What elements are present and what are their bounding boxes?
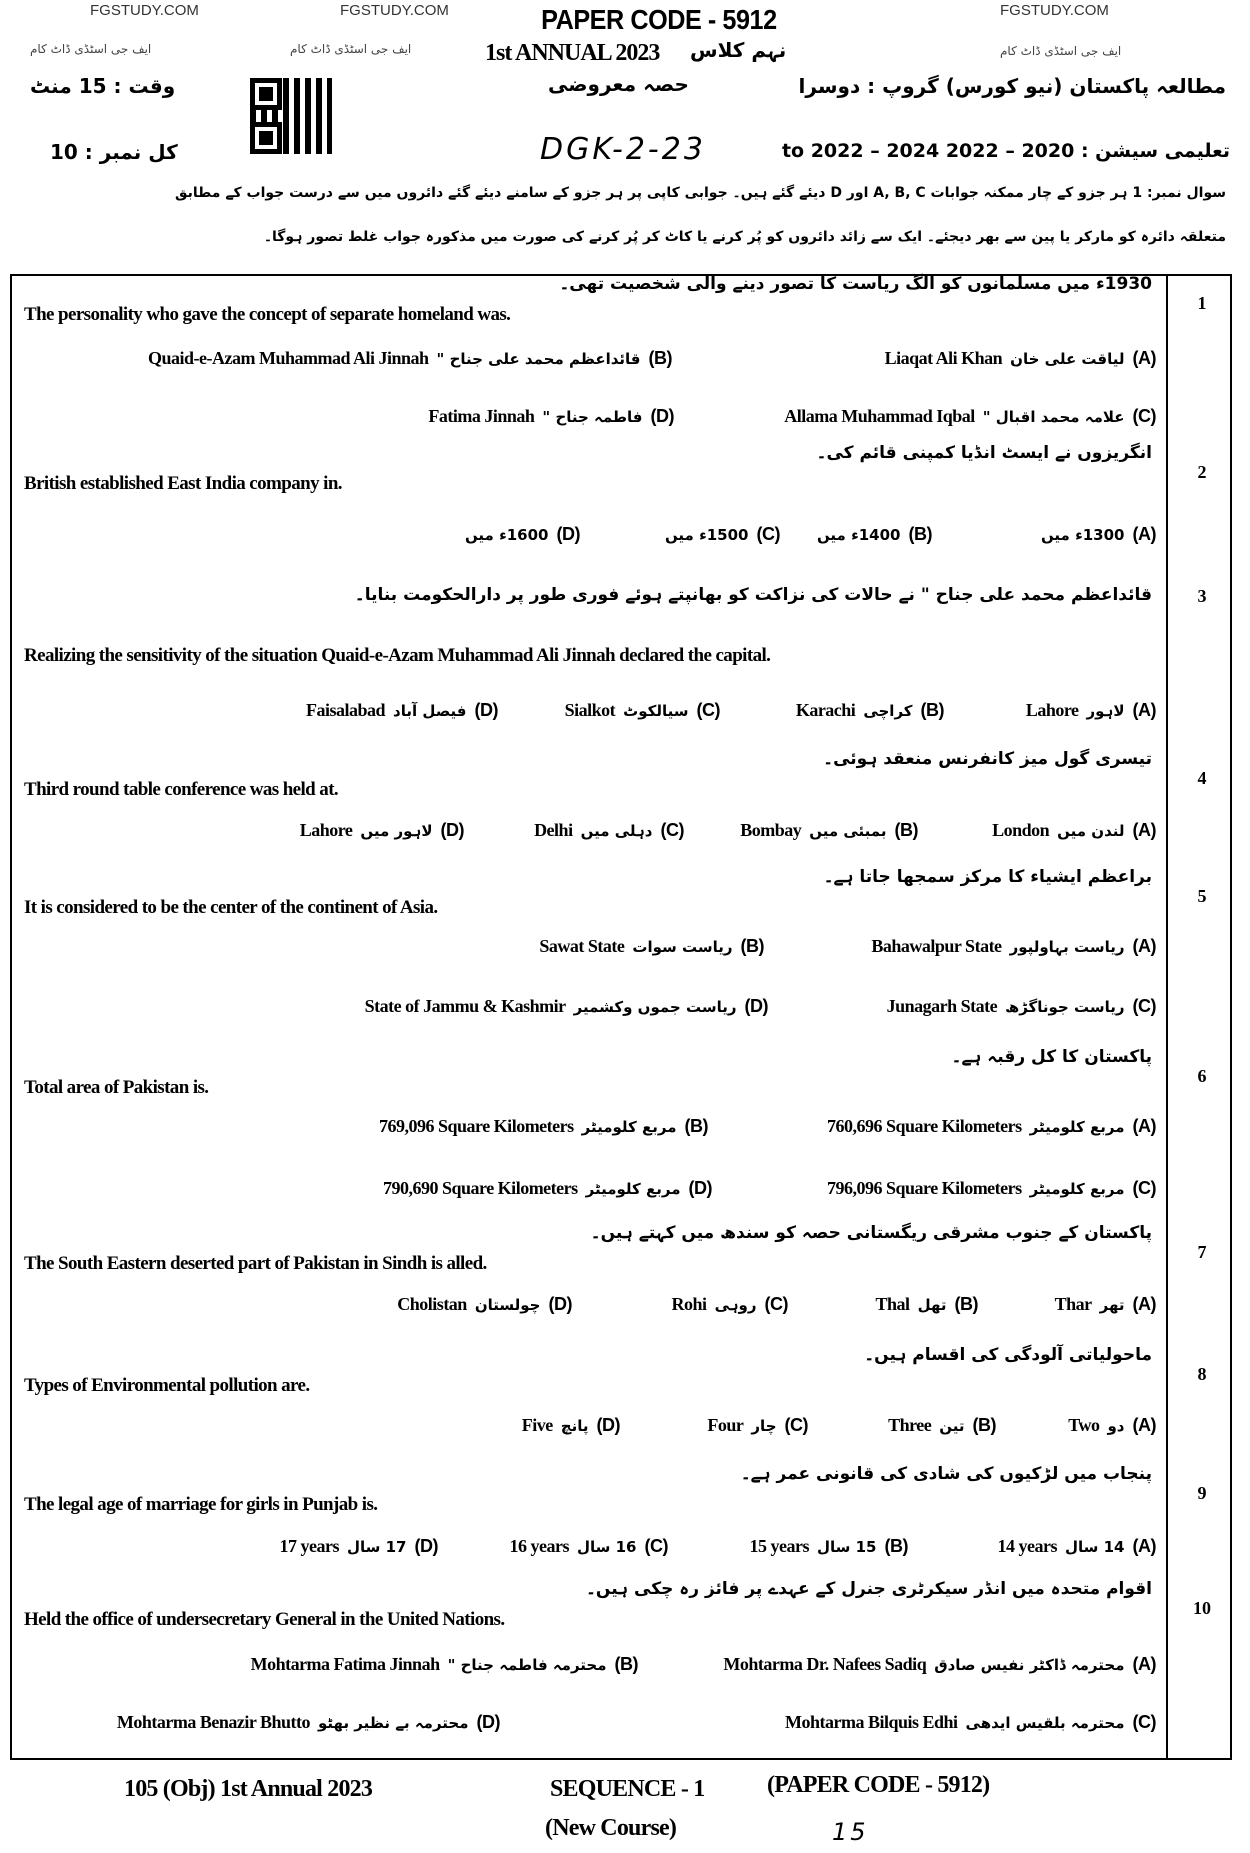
option-text-english: 17 years [279,1536,339,1556]
footer-sequence: SEQUENCE - 1 [550,1776,705,1802]
answer-option[interactable] [887,996,1156,1017]
option-text-urdu: فاطمہ جناح " [542,407,643,426]
option-text-urdu: ریاست جوناگڑھ [1005,997,1125,1016]
option-label: (B) [684,1116,708,1136]
option-text-english: 760,696 Square Kilometers [827,1116,1022,1136]
answer-option[interactable] [117,1712,500,1733]
handwritten-code: DGK-2-23 [540,132,706,167]
option-label: (D) [440,820,464,840]
answer-option[interactable] [876,1294,978,1315]
footer-code-line: 105 (Obj) 1st Annual 2023 [124,1776,373,1802]
watermark-text: FGSTUDY.COM [1000,2,1109,19]
answer-option[interactable] [817,524,932,545]
option-text-urdu: مربع کلومیٹر [581,1117,677,1136]
question-text-english: Total area of Pakistan is. [24,1077,209,1098]
option-text-urdu: 1600ء میں [464,525,549,544]
answer-option[interactable] [565,700,720,721]
option-text-urdu: علامہ محمد اقبال " [982,407,1125,426]
answer-option[interactable] [888,1415,996,1436]
option-label: (C) [1132,996,1156,1016]
option-text-urdu: محترمہ بلقیس ایدھی [965,1713,1125,1732]
option-label: (A) [1132,348,1156,368]
option-text-english: Junagarh State [886,996,998,1016]
answer-option[interactable] [1055,1294,1156,1315]
instruction-line-2: متعلقہ دائرہ کو مارکر یا پین سے بھر دیجئے۔ ایک سے زائد دائروں کو پُر کرنے یا کاٹ کر پُر کرنے کی صورت میں مذکورہ جواب غلط تصور ہوگا۔ [263,229,1226,245]
option-label: (A) [1132,1536,1156,1556]
option-text-english: Karachi [795,700,856,720]
watermark-text: FGSTUDY.COM [340,2,449,19]
option-text-urdu: 15 سال [817,1537,877,1556]
question-text-english: The South Eastern deserted part of Pakistan in Sindh is alled. [24,1253,487,1274]
question-text-english: The legal age of marriage for girls in Punjab is. [24,1494,378,1515]
question-text-english: Realizing the sensitivity of the situation Quaid-e-Azam Muhammad Ali Jinnah declared the capital. [24,645,771,666]
total-marks-label: کل نمبر : 10 [50,140,178,164]
footer-course: (New Course) [545,1815,677,1841]
option-text-urdu: چار [751,1416,777,1435]
subject-group: مطالعہ پاکستان (نیو کورس) گروپ : دوسرا [798,74,1226,98]
option-text-english: 16 years [509,1536,569,1556]
option-text-english: Two [1068,1415,1100,1435]
option-label: (D) [744,996,768,1016]
answer-option[interactable] [992,820,1156,841]
answer-option[interactable] [428,406,674,427]
option-label: (B) [884,1536,908,1556]
option-text-english: Lahore [1025,700,1079,720]
option-text-urdu: تین [939,1416,965,1435]
option-text-english: Mohtarma Fatima Jinnah [250,1654,440,1674]
question-number: 3 [1197,586,1207,606]
question-number: 9 [1197,1483,1207,1503]
option-label: (C) [756,524,780,544]
answer-option[interactable] [796,700,944,721]
answer-option[interactable] [539,936,764,957]
question-number: 5 [1197,886,1207,906]
option-text-urdu: مربع کلومیٹر [585,1179,681,1198]
option-label: (B) [648,348,672,368]
answer-option[interactable] [534,820,684,841]
option-text-urdu: تھر [1099,1295,1125,1314]
answer-option[interactable] [379,1116,708,1137]
option-label: (C) [1132,1712,1156,1732]
question-number: 7 [1197,1242,1207,1262]
question-number: 2 [1197,462,1207,482]
option-text-english: Five [521,1415,553,1435]
answer-option[interactable] [885,348,1156,369]
option-label: (B) [920,700,944,720]
instruction-line-1: سوال نمبر: 1 ہر جزو کے چار ممکنہ جوابات A, B, C اور D دیئے گئے ہیں۔ جوابی کاپی پر ہر جزو کے سامنے دیئے گئے دائروں میں سے درست جواب کے مطابق [175,185,1226,201]
answer-option[interactable] [827,1178,1156,1199]
option-label: (A) [1132,1116,1156,1136]
question-number: 6 [1197,1066,1207,1086]
option-text-urdu: پانچ [560,1416,589,1435]
question-text-english: The personality who gave the concept of separate homeland was. [24,304,511,325]
option-text-urdu: کراچی [863,701,913,720]
option-text-urdu: چولستان [474,1295,541,1314]
question-text-english: Third round table conference was held at. [24,779,339,800]
option-label: (D) [414,1536,438,1556]
answer-option[interactable] [300,820,464,841]
option-text-english: State of Jammu & Kashmir [364,996,566,1016]
option-text-urdu: 17 سال [347,1537,407,1556]
option-label: (D) [474,700,498,720]
option-label: (A) [1132,1415,1156,1435]
option-label: (D) [650,406,674,426]
option-text-urdu: 14 سال [1065,1537,1125,1556]
option-text-english: Bombay [740,820,802,840]
option-text-urdu: محترمہ فاطمہ جناح " [447,1655,607,1674]
option-label: (D) [476,1712,500,1732]
question-text-urdu: تیسری گول میز کانفرنس منعقد ہوئی۔ [823,749,1152,769]
option-text-urdu: قائداعظم محمد علی جناح " [436,349,641,368]
paper-code-title: PAPER CODE - 5912 [541,4,777,35]
option-text-urdu: بمبئی میں [809,821,887,840]
option-text-urdu: فیصل آباد [393,701,467,720]
option-text-english: 15 years [749,1536,809,1556]
option-text-urdu: تھل [917,1295,947,1314]
option-text-english: Sawat State [539,936,625,956]
answer-option[interactable] [1068,1415,1156,1436]
answer-option[interactable] [280,1536,438,1557]
option-text-english: Liaqat Ali Khan [884,348,1003,368]
option-text-urdu: لاہور میں [360,821,433,840]
section-label: حصہ معروضی [548,72,689,96]
option-text-english: 796,096 Square Kilometers [827,1178,1022,1198]
option-text-urdu: دو [1107,1416,1125,1435]
option-label: (A) [1132,1654,1156,1674]
answer-option[interactable] [785,1712,1156,1733]
option-text-urdu: محترمہ بے نظیر بھٹو [318,1713,469,1732]
answer-option[interactable] [871,936,1156,957]
option-text-urdu: سیالکوٹ [623,701,689,720]
option-text-english: Mohtarma Benazir Bhutto [116,1712,311,1732]
question-text-english: British established East India company in. [24,473,342,494]
option-text-urdu: ریاست بہاولپور [1009,937,1125,956]
question-number: 10 [1193,1598,1211,1618]
option-text-urdu: دہلی میں [580,821,653,840]
option-label: (C) [644,1536,668,1556]
answer-option[interactable] [665,524,780,545]
answer-option[interactable] [998,1536,1156,1557]
option-text-urdu: 1300ء میں [1040,525,1125,544]
option-text-urdu: ریاست سوات [632,937,733,956]
option-text-english: Mohtarma Dr. Nafees Sadiq [723,1654,927,1674]
option-label: (B) [954,1294,978,1314]
option-label: (A) [1132,524,1156,544]
option-label: (B) [894,820,918,840]
answer-option[interactable] [1041,524,1156,545]
option-text-urdu: مربع کلومیٹر [1029,1117,1125,1136]
answer-option[interactable] [740,820,918,841]
question-number: 1 [1197,293,1207,313]
option-label: (D) [548,1294,572,1314]
answer-option[interactable] [707,1415,808,1436]
option-text-urdu: لیاقت علی خان [1010,349,1125,368]
option-label: (D) [556,524,580,544]
question-text-urdu: قائداعظم محمد علی جناح " نے حالات کی نزاکت کو بھانپتے ہوئے فوری طور پر دارالحکومت بنایا۔ [354,585,1152,605]
handwritten-page-number: 15 [832,1818,869,1846]
option-label: (A) [1132,936,1156,956]
option-text-urdu: لاہور [1086,701,1125,720]
option-label: (C) [660,820,684,840]
question-text-urdu: پاکستان کے جنوب مشرقی ریگستانی حصہ کو سندھ میں کہتے ہیں۔ [590,1223,1152,1243]
question-text-urdu: پاکستان کا کل رقبہ ہے۔ [951,1047,1152,1067]
answer-option[interactable] [827,1116,1156,1137]
question-text-urdu: انگریزوں نے ایسٹ انڈیا کمپنی قائم کی۔ [816,443,1152,463]
watermark-text: FGSTUDY.COM [90,2,199,19]
option-text-english: Fatima Jinnah [428,406,535,426]
option-text-english: London [992,820,1050,840]
answer-option[interactable] [148,348,672,369]
qr-code-icon [250,78,332,154]
option-label: (D) [596,1415,620,1435]
answer-option[interactable] [1026,700,1156,721]
watermark-text-urdu: ایف جی اسٹڈی ڈاٹ کام [30,42,152,56]
option-text-english: Mohtarma Bilquis Edhi [784,1712,958,1732]
option-text-english: Faisalabad [306,700,386,720]
option-label: (C) [696,700,720,720]
session-label: تعلیمی سیشن : 2020 – 2022 to 2022 – 2024 [781,140,1230,162]
option-text-english: Cholistan [397,1294,467,1314]
answer-option[interactable] [465,524,580,545]
answer-option[interactable] [365,996,768,1017]
question-text-urdu: براعظم ایشیاء کا مرکز سمجھا جاتا ہے۔ [823,867,1152,887]
option-text-urdu: لندن میں [1057,821,1125,840]
option-text-english: Thar [1054,1294,1092,1314]
option-label: (D) [688,1178,712,1198]
option-label: (B) [972,1415,996,1435]
option-text-english: Allama Muhammad Iqbal [784,406,975,426]
answer-option[interactable] [510,1536,668,1557]
question-text-english: Types of Environmental pollution are. [24,1375,310,1396]
answer-option[interactable] [251,1654,638,1675]
option-label: (B) [740,936,764,956]
answer-option[interactable] [306,700,498,721]
option-text-english: Delhi [534,820,573,840]
time-label: وقت : 15 منٹ [30,74,176,98]
option-text-english: 769,096 Square Kilometers [379,1116,574,1136]
option-label: (A) [1132,700,1156,720]
option-label: (C) [1132,1178,1156,1198]
question-number: 8 [1197,1364,1207,1384]
option-text-urdu: مربع کلومیٹر [1029,1179,1125,1198]
footer-paper-code: (PAPER CODE - 5912) [767,1772,990,1798]
option-text-english: 790,690 Square Kilometers [383,1178,578,1198]
option-label: (B) [908,524,932,544]
question-text-urdu: ماحولیاتی آلودگی کی اقسام ہیں۔ [864,1345,1152,1365]
answer-option[interactable] [383,1178,712,1199]
answer-option[interactable] [784,406,1156,427]
option-label: (A) [1132,820,1156,840]
option-text-english: Rohi [671,1294,707,1314]
option-text-urdu: 16 سال [577,1537,637,1556]
option-text-english: Bahawalpur State [871,936,1002,956]
option-text-urdu: ریاست جموں وکشمیر [573,997,737,1016]
class-label: نہم کلاس [690,38,787,62]
option-text-english: Three [888,1415,932,1435]
answer-option[interactable] [522,1415,620,1436]
number-column-divider [1166,274,1168,1760]
watermark-text-urdu: ایف جی اسٹڈی ڈاٹ کام [1000,44,1122,58]
answer-option[interactable] [397,1294,572,1315]
option-text-urdu: 1500ء میں [664,525,749,544]
question-text-urdu: پنجاب میں لڑکیوں کی شادی کی قانونی عمر ہے۔ [740,1464,1152,1484]
option-label: (B) [614,1654,638,1674]
question-text-english: It is considered to be the center of the continent of Asia. [24,897,438,918]
question-text-urdu: 1930ء میں مسلمانوں کو الگ ریاست کا تصور دینے والی شخصیت تھی۔ [559,274,1152,294]
option-label: (C) [1132,406,1156,426]
option-label: (C) [784,1415,808,1435]
answer-option[interactable] [723,1654,1156,1675]
option-text-urdu: 1400ء میں [816,525,901,544]
watermark-text-urdu: ایف جی اسٹڈی ڈاٹ کام [290,42,412,56]
option-label: (C) [764,1294,788,1314]
annual-label: 1st ANNUAL 2023 [485,40,660,66]
option-text-english: Quaid-e-Azam Muhammad Ali Jinnah [147,348,429,368]
answer-option[interactable] [672,1294,788,1315]
answer-option[interactable] [750,1536,908,1557]
option-text-urdu: محترمہ ڈاکٹر نفیس صادق [934,1655,1125,1674]
question-text-urdu: اقوام متحدہ میں انڈر سیکرٹری جنرل کے عہدے پر فائز رہ چکی ہیں۔ [585,1579,1152,1599]
question-number: 4 [1197,768,1207,788]
option-text-english: 14 years [997,1536,1057,1556]
option-text-english: Lahore [299,820,353,840]
question-text-english: Held the office of undersecretary General in the United Nations. [24,1609,505,1630]
option-text-urdu: روہی [714,1295,757,1314]
option-text-english: Four [707,1415,744,1435]
option-text-english: Sialkot [564,700,616,720]
option-label: (A) [1132,1294,1156,1314]
option-text-english: Thal [875,1294,910,1314]
